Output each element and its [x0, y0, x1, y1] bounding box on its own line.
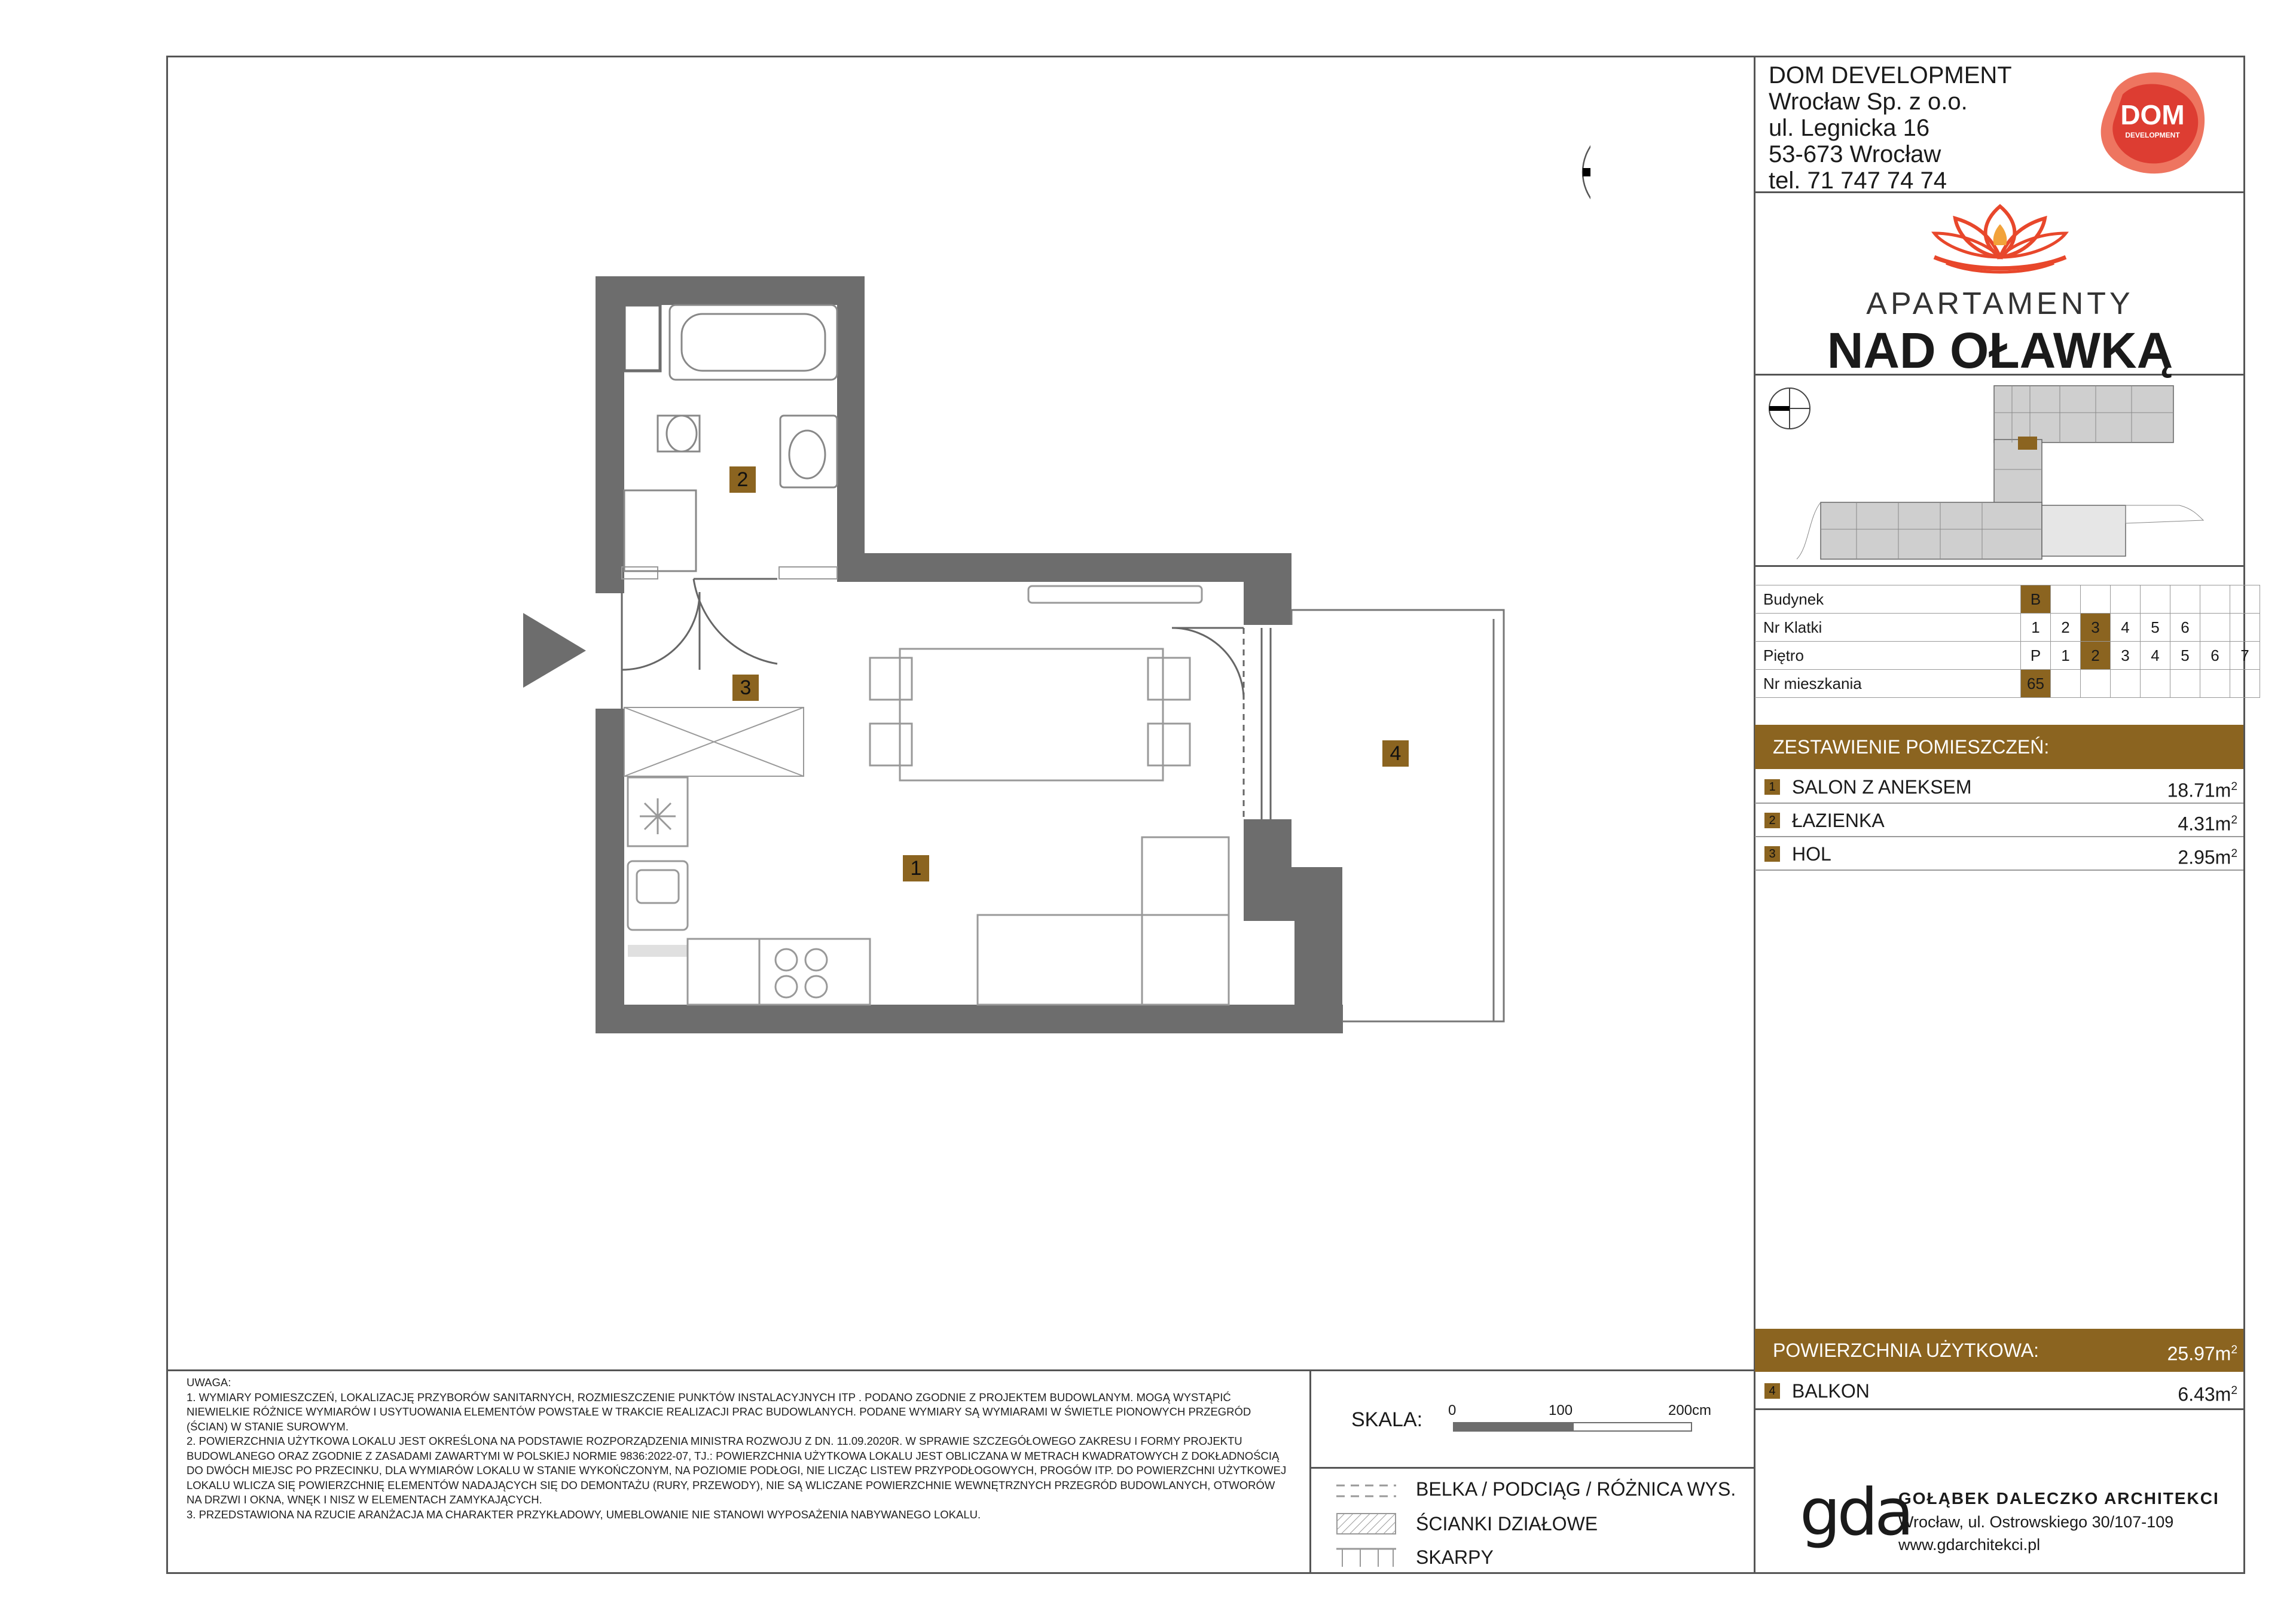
apartment-info-table: [1755, 585, 2260, 698]
room-number: 1: [1764, 779, 1780, 795]
floor-plan: [514, 114, 1590, 1070]
info-row-floor: [1755, 642, 2260, 670]
brand-title-line1: APARTAMENTY: [1866, 286, 2134, 321]
info-cell: 4: [2111, 614, 2141, 642]
info-cell: B: [2021, 585, 2051, 614]
company-phone: tel. 71 747 74 74: [1769, 167, 1947, 194]
architect-web: www.gdarchitekci.pl: [1898, 1536, 2041, 1554]
info-cell: 65: [2021, 670, 2051, 698]
divider: [1754, 565, 2245, 567]
info-cell: 2: [2081, 642, 2111, 670]
architect-address: Wrocław, ul. Ostrowskiego 30/107-109: [1898, 1513, 2174, 1531]
architect-logo: gda: [1800, 1475, 1911, 1550]
info-row-building: [1755, 585, 2260, 614]
company-line2: Wrocław Sp. z o.o.: [1769, 89, 1968, 115]
room-number: 3: [1764, 846, 1780, 862]
company-line3: ul. Legnicka 16: [1769, 115, 1930, 141]
info-cell: 7: [2230, 642, 2260, 670]
legend-partition: ŚCIANKI DZIAŁOWE: [1416, 1513, 1598, 1534]
info-cell: 2: [2051, 614, 2081, 642]
room-name: ŁAZIENKA: [1792, 810, 1885, 831]
info-cell: 1: [2051, 642, 2081, 670]
reveal-icon: [1336, 1546, 1396, 1568]
entrance-arrow-icon: [523, 613, 586, 688]
architect-name: GOŁĄBEK DALECZKO ARCHITEKCI: [1898, 1489, 2219, 1508]
room-row: [1755, 837, 2243, 871]
room-number: 2: [1764, 813, 1780, 828]
room-area: $18.71m^2$: [2167, 779, 2237, 801]
room-row: [1755, 770, 2243, 804]
dashed-line-icon: [1336, 1482, 1396, 1500]
scale-tick: 200cm: [1668, 1402, 1712, 1418]
hatched-box-icon: [1336, 1513, 1396, 1534]
info-cell: 3: [2081, 614, 2111, 642]
company-info: [1769, 62, 2012, 194]
brand-title-line2: NAD OŁAWKĄ: [1827, 322, 2173, 379]
scale-bar: [1453, 1422, 1692, 1432]
dom-development-logo: [2093, 65, 2212, 178]
room-row: [1755, 804, 2243, 837]
notes-block: [187, 1375, 1293, 1522]
info-label: Piętro: [1755, 642, 2021, 670]
logo-subtext: DEVELOPMENT: [2125, 131, 2180, 139]
logo-text: DOM: [2120, 99, 2185, 130]
usable-area-value: $25.97m^2$: [2167, 1343, 2237, 1365]
info-cell: 6: [2170, 614, 2200, 642]
usable-area-header: [1755, 1329, 2243, 1372]
room-area: $2.95m^2$: [2178, 846, 2237, 868]
legend-beam: BELKA / PODCIĄG / RÓŻNICA WYS.: [1416, 1478, 1736, 1500]
plan-label-bathroom: 2: [737, 468, 749, 491]
info-cell: 4: [2141, 642, 2170, 670]
lotus-logo-icon: [1922, 200, 2078, 275]
note-item: 1. WYMIARY POMIESZCZEŃ, LOKALIZACJĘ PRZYBORÓW SANITARNYCH, ROZMIESZCZENIE PUNKTÓW INSTALACYJNYCH ITP . PODANO ZGODNIE Z PROJEKTEM BUDOWLANYM. MOGĄ WYSTĄPIĆ NIEWIELKIE RÓŻNICE WYMIARÓW I USYTUOWANIA ELEMENTÓW POWSTAŁE W TRAKCIE REALIZACJI PRAC BUDOWLANYCH. PODANE WYMIARY SĄ WYMIARAMI W ŚWIETLE PIONOWYCH PRZEGRÓD (ŚCIAN) W STANIE SUROWYM.: [187, 1390, 1251, 1433]
info-cell: 5: [2141, 614, 2170, 642]
info-cell: 5: [2170, 642, 2200, 670]
info-cell: 6: [2200, 642, 2230, 670]
divider: [1309, 1467, 1755, 1469]
info-cell: P: [2021, 642, 2051, 670]
room-area: $6.43m^2$: [2178, 1383, 2237, 1405]
plan-label-living: 1: [910, 857, 922, 880]
company-name: DOM DEVELOPMENT: [1769, 62, 2012, 89]
info-row-stairwell: [1755, 614, 2260, 642]
note-item: 2. POWIERZCHNIA UŻYTKOWA LOKALU JEST OKREŚLONA NA PODSTAWIE ROZPORZĄDZENIA MINISTRA ROZWOJU Z DN. 11.09.2020R. W SPRAWIE SZCZEGÓŁOWEGO ZAKRESU I FORMY PROJEKTU BUDOWLANEGO ORAZ ZGODNIE Z ZASADAMI ZAWARTYMI W POLSKIEJ NORMIE 9836:2022-07, TJ.: POWIERZCHNIA UŻYTKOWA LOKALU JEST OBLICZANA W METRACH KWADRATOWYCH Z DOKŁADNOŚCIĄ DO DWÓCH MIEJSC PO PRZECINKU, DLA WYMIARÓW LOKALU W STANIE WYKOŃCZONYM, NA POZIOMIE PODŁOGI, NIE LICZĄC LISTEW PRZYPODŁOGOWYCH, PROGÓW ITP. DO POWIERZCHNI UŻYTKOWEJ LOKALU WLICZA SIĘ POWIERZCHNIĘ ELEMENTÓW NADAJĄCYCH SIĘ DO DEMONTAŻU (RURY, PRZEWODY), NIE SĄ WLICZANE POWIERZCHNIE WEWNĘTRZNYCH PRZEGRÓD BUDOWLANYCH, OTWORÓW NA DRZWI I OKNA, WNĘK I NISZ W ELEMENTACH ZAMYKAJĄCYCH.: [187, 1435, 1287, 1506]
notes-title: UWAGA:: [187, 1376, 231, 1389]
plan-label-hall: 3: [740, 676, 752, 699]
room-name: SALON Z ANEKSEM: [1792, 776, 1972, 798]
info-cell: 3: [2111, 642, 2141, 670]
divider: [1754, 1408, 2245, 1410]
info-cell: 1: [2021, 614, 2051, 642]
compass-icon: [1769, 388, 1810, 429]
company-line4: 53-673 Wrocław: [1769, 141, 1941, 167]
info-label: Budynek: [1755, 585, 2021, 614]
legend-reveal: SKARPY: [1416, 1546, 1494, 1568]
usable-area-label: POWIERZCHNIA UŻYTKOWA:: [1773, 1340, 2039, 1361]
info-row-apartment: [1755, 670, 2260, 698]
site-key-plan: [1761, 380, 2239, 565]
note-item: 3. PRZEDSTAWIONA NA RZUCIE ARANŻACJA MA CHARAKTER PRZYKŁADOWY, UMEBLOWANIE NIE STANOWI WYPOSAŻENIA NABYWANEGO LOKALU.: [187, 1508, 981, 1521]
compass-icon: [1583, 126, 1590, 219]
rooms-header: ZESTAWIENIE POMIESZCZEŃ:: [1755, 725, 2243, 769]
scale-tick: 100: [1549, 1402, 1573, 1418]
info-label: Nr Klatki: [1755, 614, 2021, 642]
room-area: $4.31m^2$: [2178, 813, 2237, 835]
balcony-row: [1755, 1374, 2243, 1408]
room-name: HOL: [1792, 843, 1831, 865]
scale-tick: 0: [1448, 1402, 1457, 1418]
plan-label-balcony: 4: [1390, 742, 1402, 765]
divider: [1309, 1369, 1311, 1574]
info-label: Nr mieszkania: [1755, 670, 2021, 698]
room-name: BALKON: [1792, 1380, 1870, 1402]
scale-label: SKALA:: [1351, 1408, 1423, 1431]
room-number: 4: [1764, 1383, 1780, 1399]
